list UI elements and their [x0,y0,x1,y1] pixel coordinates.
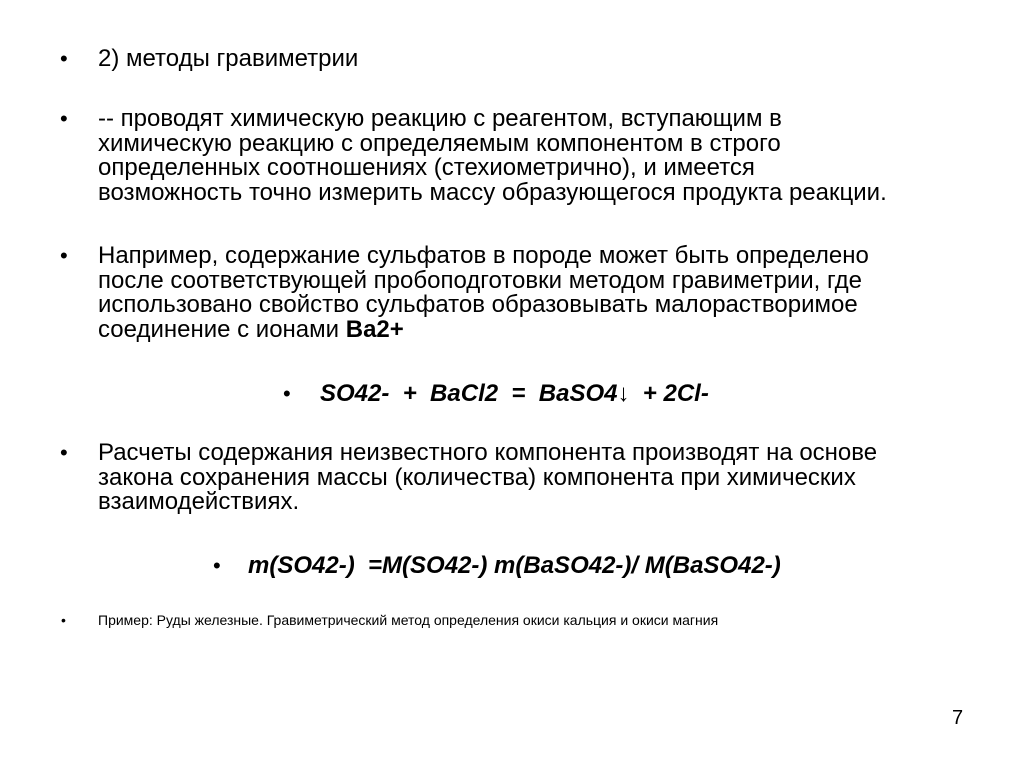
text-line: 2) методы гравиметрии [98,45,359,72]
text-line: после соответствующей пробоподготовки методом гравиметрии, где [98,266,862,294]
bullet-marker: • [213,553,221,578]
example-note: Пример: Руды железные. Гравиметрический метод определения окиси кальция и окиси магния [98,612,719,628]
barium-ion-label: Ba2+ [345,315,404,343]
bullet-marker: • [283,381,291,406]
paragraph-reaction [98,107,887,205]
formula-sulfate-reaction: SO42- + BaCl2 = BaSO4↓ + 2Cl- [320,380,709,407]
formula-mass-calculation: m(SO42-) =M(SO42-) m(BaSO42-)/ M(BaSO42-) [248,552,781,579]
bullet-marker: • [60,440,68,465]
paragraph-calculation [98,441,877,515]
text-line: -- проводят химическую реакцию с реагентом, вступающим в [98,105,782,132]
text-line: определенных соотношениях (стехиометрично), и имеется [98,154,755,181]
bullet-marker: • [60,46,68,71]
text-line [98,315,869,343]
text-line: использовано свойство сульфатов образовывать малорастворимое [98,291,858,318]
text-segment: соединение с ионами [98,315,346,343]
text-line: химическую реакцию с определяемым компонентом в строго [98,129,781,157]
text-line: Расчеты содержания неизвестного компонента производят на основе [98,439,878,466]
text-line: взаимодействиях. [98,488,300,515]
text-line: закона сохранения массы (количества) компонента при химических [98,463,856,491]
bullet-marker: • [61,612,66,628]
heading-gravimetry-methods [98,47,358,72]
page-number: 7 [952,707,964,729]
bullet-marker: • [60,106,68,131]
text-line: Например, содержание сульфатов в породе может быть определено [98,242,869,269]
paragraph-sulfate-example [98,244,869,342]
bullet-marker: • [60,243,68,268]
text-line: возможность точно измерить массу образующегося продукта реакции. [98,178,887,206]
